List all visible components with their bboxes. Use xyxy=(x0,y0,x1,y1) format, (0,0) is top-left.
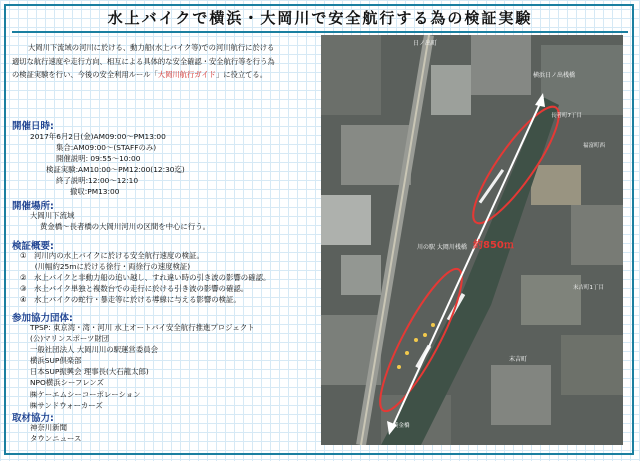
overview-item: ④ 水上バイクの蛇行・暴走等に於ける導線に与える影響の検証。 xyxy=(20,295,241,305)
intro-line-3 xyxy=(12,68,310,82)
intro-line-3-text: の検証実験を行い、今後の安全利用ルール「 xyxy=(12,70,158,79)
partner-line: TPSP: 東京湾・湾・河川 水上オートバイ安全航行推進プロジェクト xyxy=(30,323,255,332)
place-block xyxy=(30,210,210,232)
overview-item: ② 水上バイクと非動力船の追い越し、すれ違い時の引き波の影響の確認。 xyxy=(20,273,271,283)
partner-line: ㈱サンドウォーカーズ xyxy=(30,400,103,410)
map-label-distance: 約850ｍ xyxy=(473,240,514,251)
press-block xyxy=(30,422,81,444)
map-label-bottom1: 末吉町 xyxy=(509,356,528,363)
overview-item: (川幅約25mに於ける徐行・両徐行の速度検証) xyxy=(20,262,191,272)
intro-line-1: 大岡川下流域の河川に於ける、動力船(水上バイク等)での河川航行に於ける xyxy=(28,43,275,52)
partners-heading: 参加協力団体: xyxy=(12,313,73,324)
place-line: 黄金橋～長者橋の大岡川河川の区間を中心に行う。 xyxy=(40,222,210,232)
map-label-bridge2: 福富町西 xyxy=(583,143,606,149)
partner-line: 一般社団法人 大岡川川の駅運営委員会 xyxy=(30,345,158,355)
overview-item: ③ 水上バイク単独と複数台での走行に於ける引き波の影響の確認。 xyxy=(20,284,249,294)
overview-heading: 検証概要: xyxy=(12,241,54,252)
press-line: タウンニュース xyxy=(30,434,82,444)
schedule-line: 集合:AM09:00～(STAFFのみ) xyxy=(56,143,157,153)
intro-line-2: 適切な航行速度や走行方向、相互による具体的な安全確認・安全航行等を行う為 xyxy=(12,56,275,66)
intro-paragraph xyxy=(12,41,310,82)
intro-line-3-end: 」に役立てる。 xyxy=(215,70,268,79)
map-label-lower: 末吉町1丁目 xyxy=(573,285,604,291)
partner-line: 日本SUP振興会 理事長(大石龍太郎) xyxy=(30,367,149,377)
schedule-line: 開催説明: 09:55～10:00 xyxy=(56,154,141,164)
page-title: 水上バイクで横浜・大岡川で安全航行する為の検証実験 xyxy=(107,9,533,27)
schedule-line: 撤収:PM13:00 xyxy=(70,187,120,197)
partner-line: NPO横浜シーフレンズ xyxy=(30,378,104,388)
partner-line: (公)マリンスポーツ財団 xyxy=(30,334,110,344)
partner-line: ㈱ケーエムシーコーポレーション xyxy=(30,389,141,399)
schedule-line: 2017年6月2日(金)AM09:00～PM13:00 xyxy=(30,132,166,141)
press-line: 神奈川新聞 xyxy=(30,423,67,432)
partners-block xyxy=(30,322,255,411)
schedule-heading: 開催日時: xyxy=(12,121,54,132)
schedule-line: 検証実験:AM10:00～PM12:00(12:30迄) xyxy=(46,165,185,175)
schedule-block xyxy=(30,131,185,198)
guide-name-highlight: 大岡川航行ガイド xyxy=(157,70,216,79)
place-heading: 開催場所: xyxy=(12,201,54,212)
overview-item: ① 河川内の水上バイクに於ける安全航行速度の検証。 xyxy=(20,251,204,260)
partner-line: 横浜SUP倶楽部 xyxy=(30,356,82,366)
aerial-map xyxy=(321,35,623,445)
map-label-river-station: 川の駅 大岡川桟橋 xyxy=(417,244,467,251)
map-label-bottom2: 黄金橋 xyxy=(393,423,410,429)
schedule-line: 終了説明:12:00～12:10 xyxy=(56,176,139,186)
press-heading: 取材協力: xyxy=(12,413,54,424)
map-label-bridge1: 長者町7丁目 xyxy=(551,113,582,119)
title-divider xyxy=(12,31,628,33)
overview-block xyxy=(20,250,270,305)
map-label-station: 横浜日ノ出桟橋 xyxy=(533,72,576,79)
map-label-top: 日ノ出町 xyxy=(413,40,438,47)
place-line: 大岡川下流域 xyxy=(30,211,75,220)
